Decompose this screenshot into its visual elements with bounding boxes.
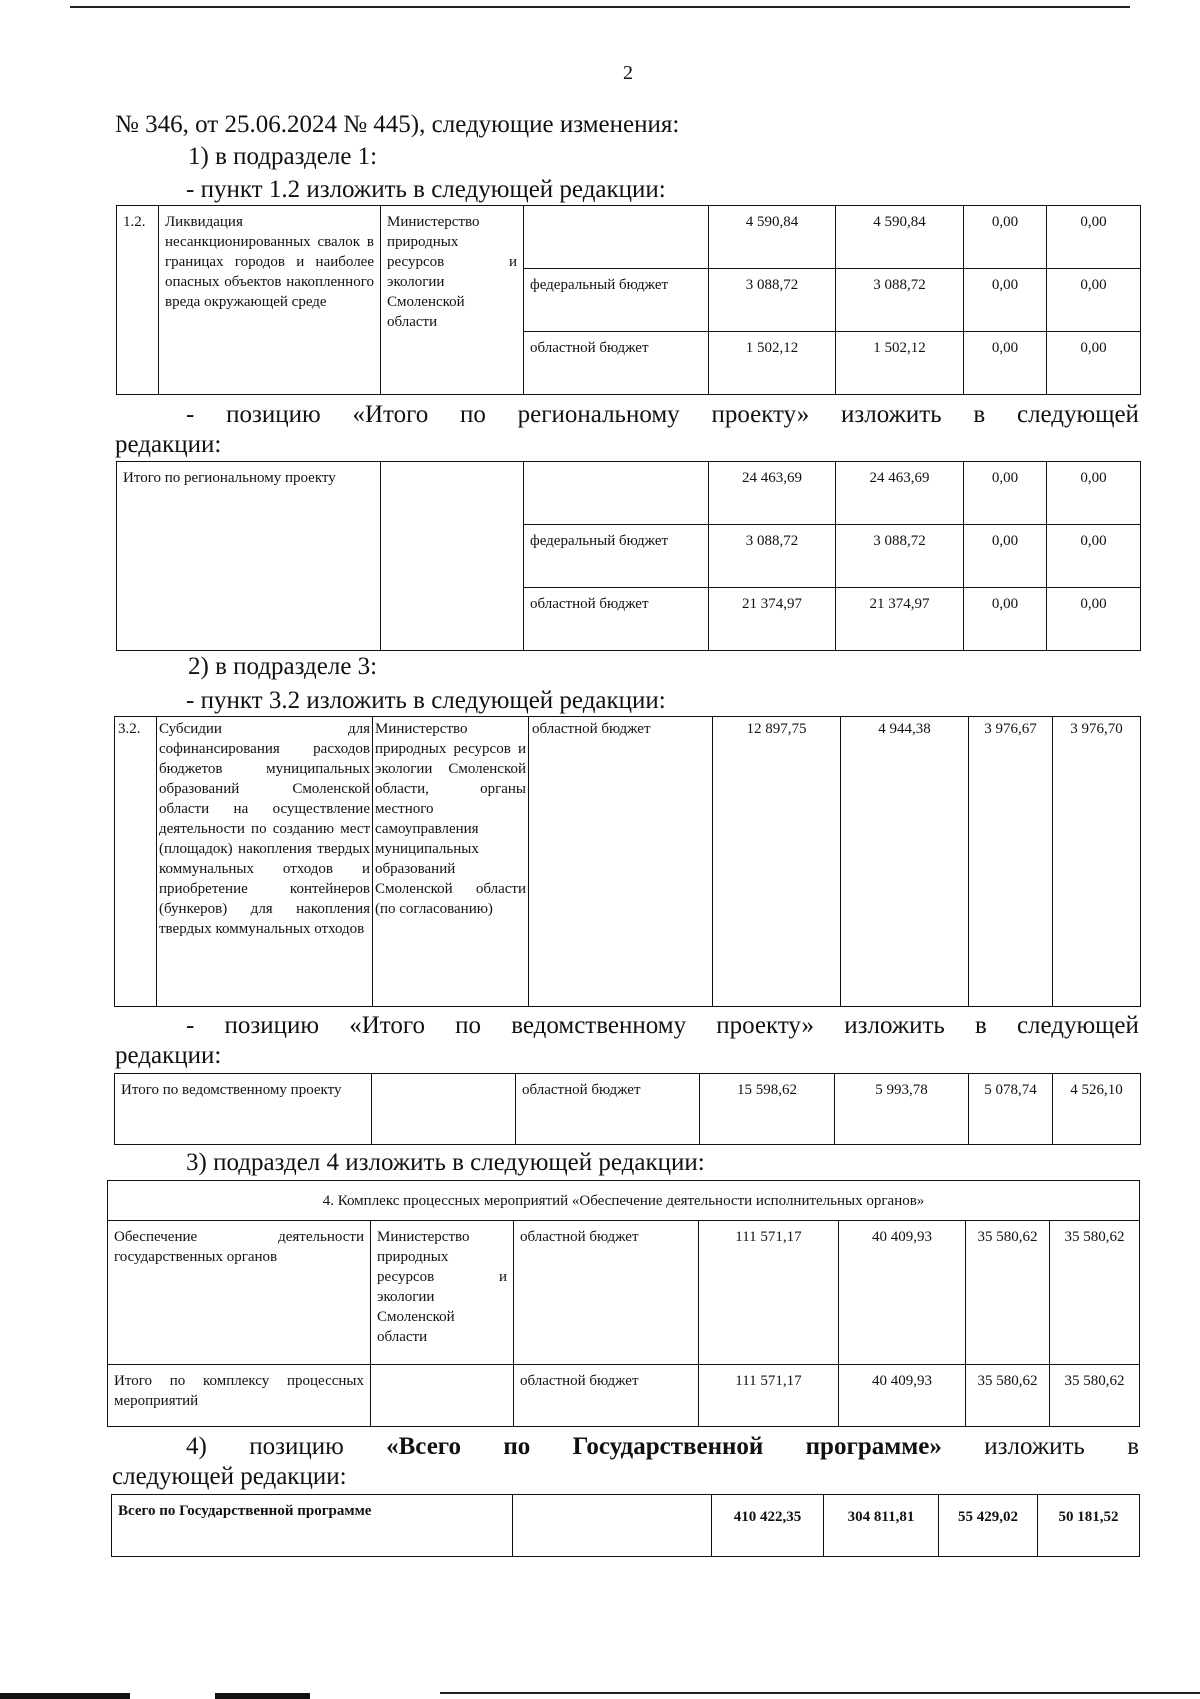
funding-source: областной бюджет [524,588,709,651]
value-year-2: 0,00 [964,588,1047,651]
table-total-regional [116,461,1141,651]
value-year-1: 24 463,69 [836,462,964,525]
grand-total-heading: 4) позицию «Всего по Государственной программе» изложить в [186,1433,1139,1460]
value-year-3: 35 580,62 [1050,1365,1140,1427]
value-year-2: 0,00 [964,206,1047,269]
value-total: 3 088,72 [709,525,836,588]
complex-title: 4. Комплекс процессных мероприятий «Обеспечение деятельности исполнительных органов» [108,1181,1140,1221]
value-year-3: 50 181,52 [1038,1495,1140,1557]
value-year-2: 3 976,67 [969,717,1053,1007]
value-year-3: 4 526,10 [1053,1074,1141,1145]
value-year-1: 4 944,38 [841,717,969,1007]
value-year-2: 5 078,74 [969,1074,1053,1145]
table-point-1-2 [116,205,1141,395]
row-number: 3.2. [115,717,157,1007]
total-name: Итого по региональному проекту [117,462,381,651]
intro-line: № 346, от 25.06.2024 № 445), следующие изменения: [115,111,680,138]
value-year-3: 0,00 [1047,588,1141,651]
value-year-2: 0,00 [964,525,1047,588]
sub3-total-heading: - позицию «Итого по ведомственному проекту» изложить в следующей [186,1012,1139,1039]
table-subsection-4 [107,1180,1140,1427]
value-year-1: 304 811,81 [824,1495,939,1557]
value-total: 111 571,17 [699,1221,839,1365]
value-total: 15 598,62 [700,1074,835,1145]
value-total: 1 502,12 [709,332,836,395]
measure-name: Обеспечение деятельности государственных органов [108,1221,371,1365]
value-year-3: 3 976,70 [1053,717,1141,1007]
scan-artifact-mid [215,1693,310,1699]
value-year-2: 0,00 [964,332,1047,395]
grand-total-heading-tail: следующей редакции: [112,1463,347,1490]
page-number: 2 [623,62,633,84]
value-year-3: 0,00 [1047,206,1141,269]
scan-border-bottom [440,1692,1200,1694]
sub1-point-heading: - пункт 1.2 изложить в следующей редакции: [186,176,666,203]
value-year-1: 21 374,97 [836,588,964,651]
value-year-1: 3 088,72 [836,269,964,332]
total-name: Итого по комплексу процессных мероприятий [108,1365,371,1427]
funding-source: областной бюджет [529,717,713,1007]
value-year-2: 55 429,02 [939,1495,1038,1557]
value-year-1: 3 088,72 [836,525,964,588]
responsible: Министерство природных ресурсов и экологии Смоленской области [381,206,524,395]
value-year-2: 0,00 [964,462,1047,525]
responsible-empty [513,1495,712,1557]
value-year-3: 0,00 [1047,332,1141,395]
value-year-2: 35 580,62 [966,1221,1050,1365]
funding-source: областной бюджет [514,1365,699,1427]
responsible: Министерство природных ресурсов и экологии Смоленской области, органы местного самоуправления муниципальных образований Смоленской области (по согласованию) [373,717,529,1007]
sub1-total-heading: - позицию «Итого по региональному проекту» изложить в следующей [186,401,1139,428]
sub4-heading: 3) подраздел 4 изложить в следующей редакции: [186,1149,705,1176]
sub1-heading: 1) в подразделе 1: [188,143,378,170]
value-total: 410 422,35 [712,1495,824,1557]
sub3-total-heading-tail: редакции: [115,1042,222,1069]
value-year-1: 5 993,78 [835,1074,969,1145]
funding-source: областной бюджет [516,1074,700,1145]
responsible-empty [381,462,524,651]
table-point-3-2 [114,716,1141,1007]
grand-total-name: Всего по Государственной программе [112,1495,513,1557]
value-year-3: 0,00 [1047,525,1141,588]
value-year-1: 1 502,12 [836,332,964,395]
value-total: 4 590,84 [709,206,836,269]
value-total: 21 374,97 [709,588,836,651]
scan-border-top [70,6,1130,8]
funding-source [524,462,709,525]
funding-source: областной бюджет [514,1221,699,1365]
responsible-empty [371,1365,514,1427]
value-year-1: 40 409,93 [839,1221,966,1365]
funding-source: областной бюджет [524,332,709,395]
total-name: Итого по ведомственному проекту [115,1074,372,1145]
table-grand-total [111,1494,1140,1557]
value-year-3: 35 580,62 [1050,1221,1140,1365]
value-year-1: 40 409,93 [839,1365,966,1427]
scan-artifact-left [0,1693,130,1699]
table-total-departmental [114,1073,1141,1145]
measure-name: Субсидии для софинансирования расходов бюджетов муниципальных образований Смоленской области на осуществление деятельности по созданию мест (площадок) накопления твердых коммунальных отходов и приобретение контейнеров (бункеров) для накопления твердых коммунальных отходов [157,717,373,1007]
funding-source [524,206,709,269]
value-year-1: 4 590,84 [836,206,964,269]
value-year-2: 0,00 [964,269,1047,332]
value-total: 24 463,69 [709,462,836,525]
responsible: Министерство природных ресурсов и экологии Смоленской области [371,1221,514,1365]
funding-source: федеральный бюджет [524,269,709,332]
value-year-3: 0,00 [1047,462,1141,525]
value-total: 12 897,75 [713,717,841,1007]
measure-name: Ликвидация несанкционированных свалок в границах городов и наиболее опасных объектов накопленного вреда окружающей среде [159,206,381,395]
sub3-heading: 2) в подразделе 3: [188,653,378,680]
responsible-empty [372,1074,516,1145]
value-total: 3 088,72 [709,269,836,332]
value-year-3: 0,00 [1047,269,1141,332]
row-number: 1.2. [117,206,159,395]
funding-source: федеральный бюджет [524,525,709,588]
value-total: 111 571,17 [699,1365,839,1427]
value-year-2: 35 580,62 [966,1365,1050,1427]
sub3-point-heading: - пункт 3.2 изложить в следующей редакции: [186,687,666,714]
sub1-total-heading-tail: редакции: [115,431,222,458]
